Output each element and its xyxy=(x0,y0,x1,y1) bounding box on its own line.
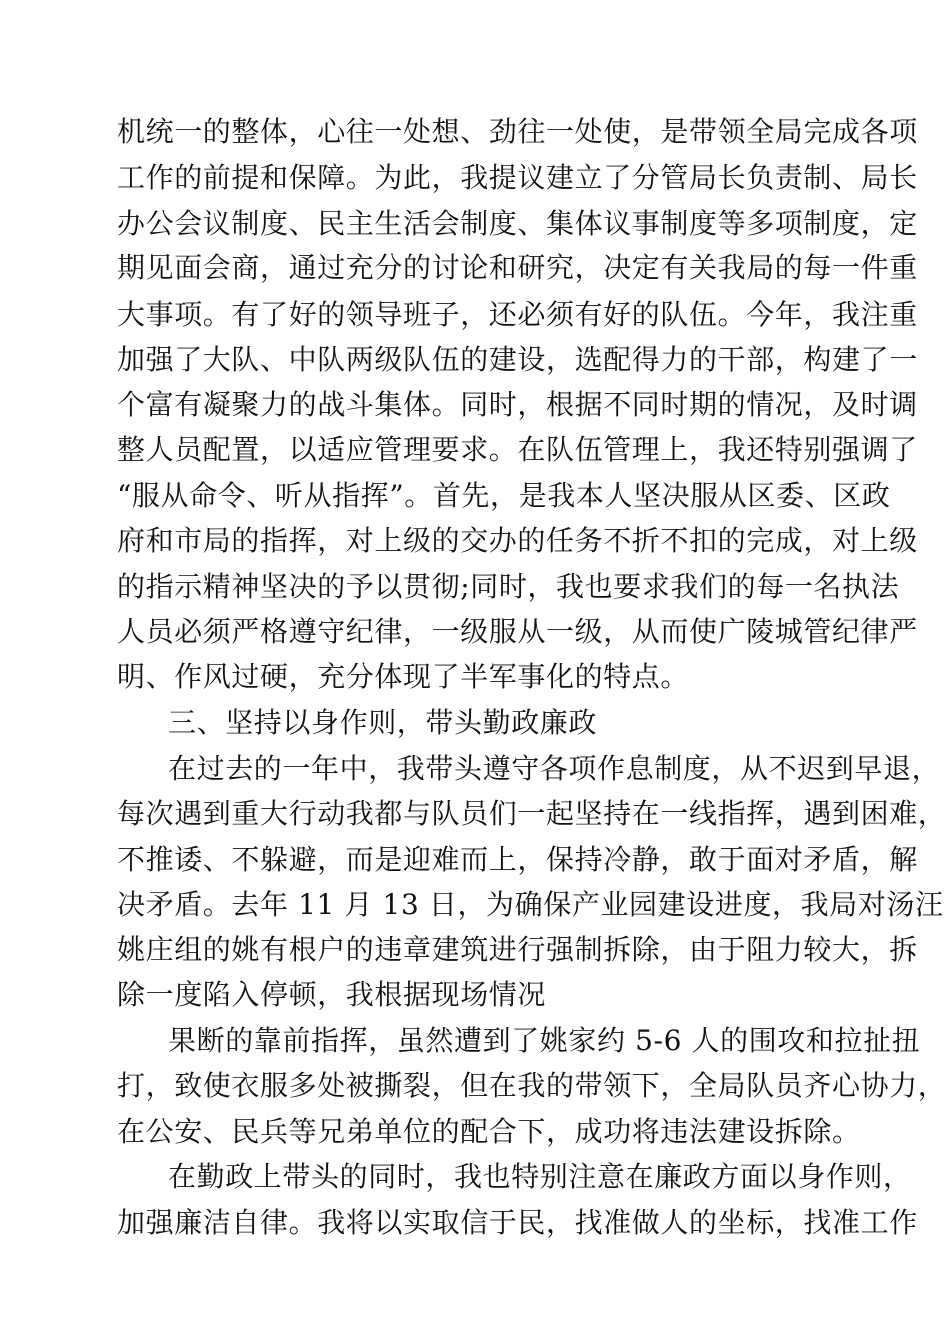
text-line: 个富有凝聚力的战斗集体。同时，根据不同时期的情况，及时调 xyxy=(117,388,918,421)
text-line: 每次遇到重大行动我都与队员们一起坚持在一线指挥，遇到困难， xyxy=(117,797,947,830)
text-line: 在勤政上带头的同时，我也特别注意在廉政方面以身作则， xyxy=(168,1160,912,1193)
text-line: 府和市局的指挥，对上级的交办的任务不折不扣的完成，对上级 xyxy=(117,524,918,557)
text-line: 整人员配置，以适应管理要求。在队伍管理上，我还特别强调了 xyxy=(117,433,918,466)
text-line: 除一度陷入停顿，我根据现场情况 xyxy=(117,978,547,1011)
text-line: 在过去的一年中，我带头遵守各项作息制度，从不迟到早退， xyxy=(168,752,941,785)
text-line: 加强廉洁自律。我将以实取信于民，找准做人的坐标，找准工作 xyxy=(117,1206,918,1239)
text-line: 在公安、民兵等兄弟单位的配合下，成功将违法建设拆除。 xyxy=(117,1115,861,1148)
text-line: 的指示精神坚决的予以贯彻;同时，我也要求我们的每一名执法 xyxy=(117,570,900,603)
text-line: 期见面会商，通过充分的讨论和研究，决定有关我局的每一件重 xyxy=(117,251,918,284)
section-heading: 三、坚持以身作则，带头勤政廉政 xyxy=(168,706,598,739)
text-line: 决矛盾。去年 11 月 13 日，为确保产业园建设进度，我局对汤汪 xyxy=(117,888,944,921)
text-line: 打，致使衣服多处被撕裂，但在我的带领下，全局队员齐心协力， xyxy=(117,1069,947,1102)
text-line: 工作的前提和保障。为此，我提议建立了分管局长负责制、局长 xyxy=(117,161,918,194)
text-line: “服从命令、听从指挥”。首先，是我本人坚决服从区委、区政 xyxy=(117,479,891,512)
text-line: 人员必须严格遵守纪律，一级服从一级，从而使广陵城管纪律严 xyxy=(117,615,918,648)
text-line: 果断的靠前指挥，虽然遭到了姚家约 5-6 人的围攻和拉扯扭 xyxy=(168,1024,921,1057)
text-line: 不推诿、不躲避，而是迎难而上，保持冷静，敢于面对矛盾，解 xyxy=(117,843,918,876)
text-line: 办公会议制度、民主生活会制度、集体议事制度等多项制度，定 xyxy=(117,207,918,240)
text-line: 大事项。有了好的领导班子，还必须有好的队伍。今年，我注重 xyxy=(117,298,918,331)
text-line: 机统一的整体，心往一处想、劲往一处使，是带领全局完成各项 xyxy=(117,115,918,148)
text-line: 加强了大队、中队两级队伍的建设，选配得力的干部，构建了一 xyxy=(117,343,918,376)
text-line: 明、作风过硬，充分体现了半军事化的特点。 xyxy=(117,660,690,693)
text-line: 姚庄组的姚有根户的违章建筑进行强制拆除，由于阻力较大，拆 xyxy=(117,933,918,966)
